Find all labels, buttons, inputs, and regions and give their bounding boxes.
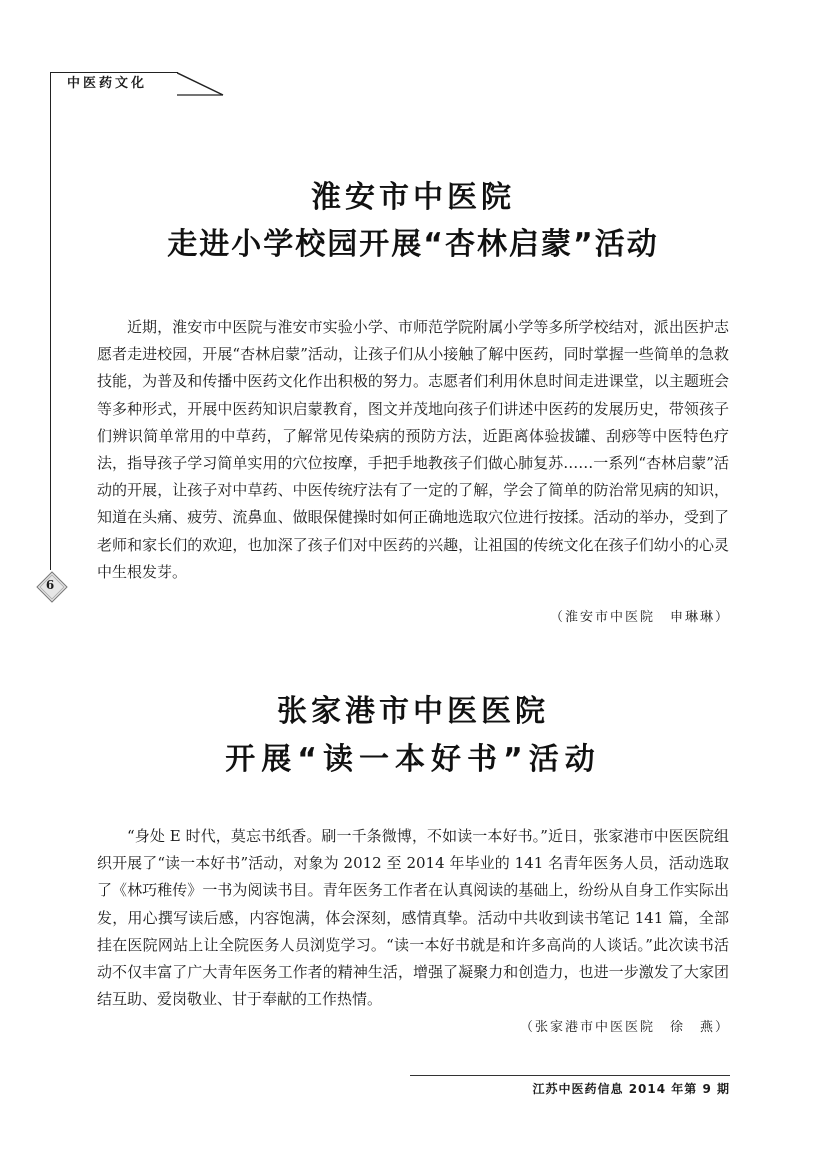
footer-rule	[410, 1075, 730, 1076]
header-diagonal-rule	[177, 72, 225, 96]
page-number-badge	[35, 570, 69, 604]
article-1-title-line-1: 淮安市中医院	[311, 180, 515, 215]
section-header	[50, 72, 178, 94]
article-1-body: 近期，淮安市中医院与淮安市实验小学、市师范学院附属小学等多所学校结对，派出医护志愿者走进校园，开展“杏林启蒙”活动，让孩子们从小接触了解中医药，同时掌握一些简单的急救技能，为普及和传播中医药文化作出积极的努力。志愿者们利用休息时间走进课堂，以主题班会等多种形式，开展中医药知识启蒙教育，图文并茂地向孩子们讲述中医药的发展历史，带领孩子们辨识简单常用的中草药，了解常见传染病的预防方法，近距离体验拔罐、刮痧等中医特色疗法，指导孩子学习简单实用的穴位按摩，手把手地教孩子们做心肺复苏……一系列“杏林启蒙”活动的开展，让孩子对中草药、中医传统疗法有了一定的了解，学会了简单的防治常见病的知识，知道在头痛、疲劳、流鼻血、做眼保健操时如何正确地选取穴位进行按揉。活动的举办，受到了老师和家长们的欢迎，也加深了孩子们对中医药的兴趣，让祖国的传统文化在孩子们幼小的心灵中生根发芽。	[97, 318, 729, 581]
section-header-label: 中医药文化	[67, 76, 148, 91]
article-2-credit: （张家港市中医医院 徐 燕）	[519, 1020, 730, 1035]
article-2-title-line-2: 开展“读一本好书”活动	[225, 742, 601, 777]
article-1-title-line-2: 走进小学校园开展“杏林启蒙”活动	[167, 227, 659, 262]
page-number: 6	[45, 578, 55, 592]
article-2-title-line-1: 张家港市中医医院	[277, 694, 549, 729]
article-1-credit: （淮安市中医院 申琳琳）	[549, 610, 730, 625]
journal-footer: 江苏中医药信息 2014 年第 9 期	[532, 1082, 730, 1096]
left-margin-rule	[50, 94, 51, 570]
article-2-body: “身处 E 时代，莫忘书纸香。刷一千条微博，不如读一本好书。”近日，张家港市中医医院组织开展了“读一本好书”活动，对象为 2012 至 2014 年毕业的 141 名青年医务人员，活动选取了《林巧稚传》一书为阅读书目。青年医务工作者在认真阅读的基础上，纷纷从自身工作实际出发，用心撰写读后感，内容饱满，体会深刻，感情真挚。活动中共收到读书笔记 141 篇，全部挂在医院网站上让全院医务人员浏览学习。“读一本好书就是和许多高尚的人谈话。”此次读书活动不仅丰富了广大青年医务工作者的精神生活，增强了凝聚力和创造力，也进一步激发了大家团结互助、爱岗敬业、甘于奉献的工作热情。	[97, 827, 729, 1009]
